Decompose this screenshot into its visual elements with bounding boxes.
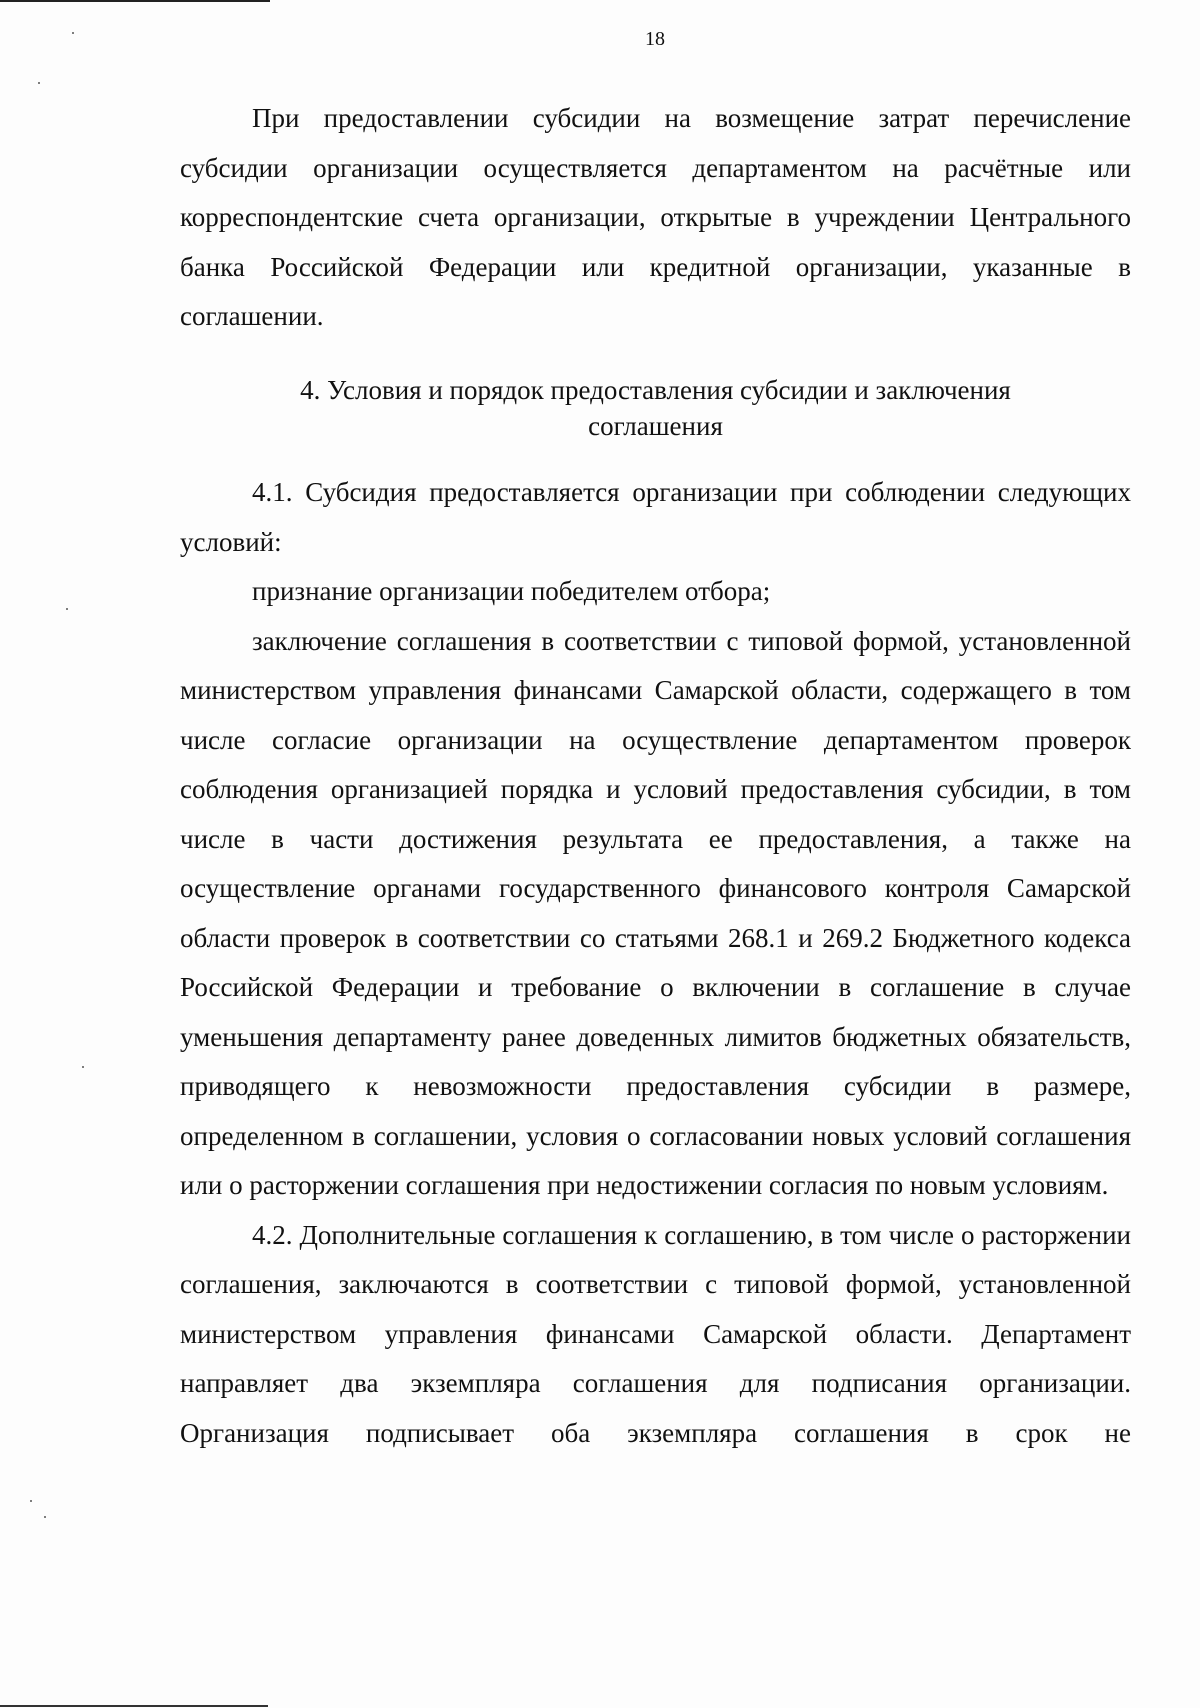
intro-section (180, 94, 1131, 342)
scan-edge-top (0, 0, 270, 2)
paragraph-condition-agreement: заключение соглашения в соответствии с типовой формой, установленной министерством управления финансами Самарской области, содержащего в том числе согласие организации на осуществление департаментом проверок соблюдения организацией порядка и условий предоставления субсидии, в том числе в части достижения результата ее предоставления, а также на осуществление органами государственного финансового контроля Самарской области проверок в соответствии со статьями 268.1 и 269.2 Бюджетного кодекса Российской Федерации и требование о включении в соглашение в случае уменьшения департаменту ранее доведенных лимитов бюджетных обязательств, приводящего к невозможности предоставления субсидии в размере, определенном в соглашении, условия о согласовании новых условий соглашения или о расторжении соглашения при недостижении согласия по новым условиям. (180, 625, 1131, 1200)
paragraph-4-2: 4.2. Дополнительные соглашения к соглашению, в том числе о расторжении соглашения, заключаются в соответствии с типовой формой, установленной министерством управления финансами Самарской области. Департамент направляет два экземпляра соглашения для подписания организации. Организация подписывает оба экземпляра соглашения в срок не (180, 1219, 1131, 1448)
paragraph-condition-winner: признание организации победителем отбора; (252, 576, 771, 606)
section-heading (180, 372, 1131, 444)
section-heading-line-2: соглашения (588, 411, 723, 441)
scan-speck (30, 1500, 32, 1502)
scan-speck (82, 1066, 84, 1068)
scan-edge-bottom (0, 1705, 268, 1707)
scan-speck (44, 1516, 46, 1518)
paragraph-subsidy-transfer: При предоставлении субсидии на возмещение затрат перечисление субсидии организации осуществляется департаментом на расчётные или корреспондентские счета организации, открытые в учреждении Центрального банка Российской Федерации или кредитной организации, указанные в соглашении. (180, 103, 1131, 331)
section-heading-line-1: 4. Условия и порядок предоставления субсидии и заключения (300, 375, 1011, 405)
section-body (180, 468, 1131, 1458)
scan-speck (66, 608, 68, 610)
scan-speck (38, 82, 40, 84)
paragraph-4-1: 4.1. Субсидия предоставляется организации при соблюдении следующих условий: (180, 477, 1131, 557)
page-number: 18 (645, 28, 665, 50)
